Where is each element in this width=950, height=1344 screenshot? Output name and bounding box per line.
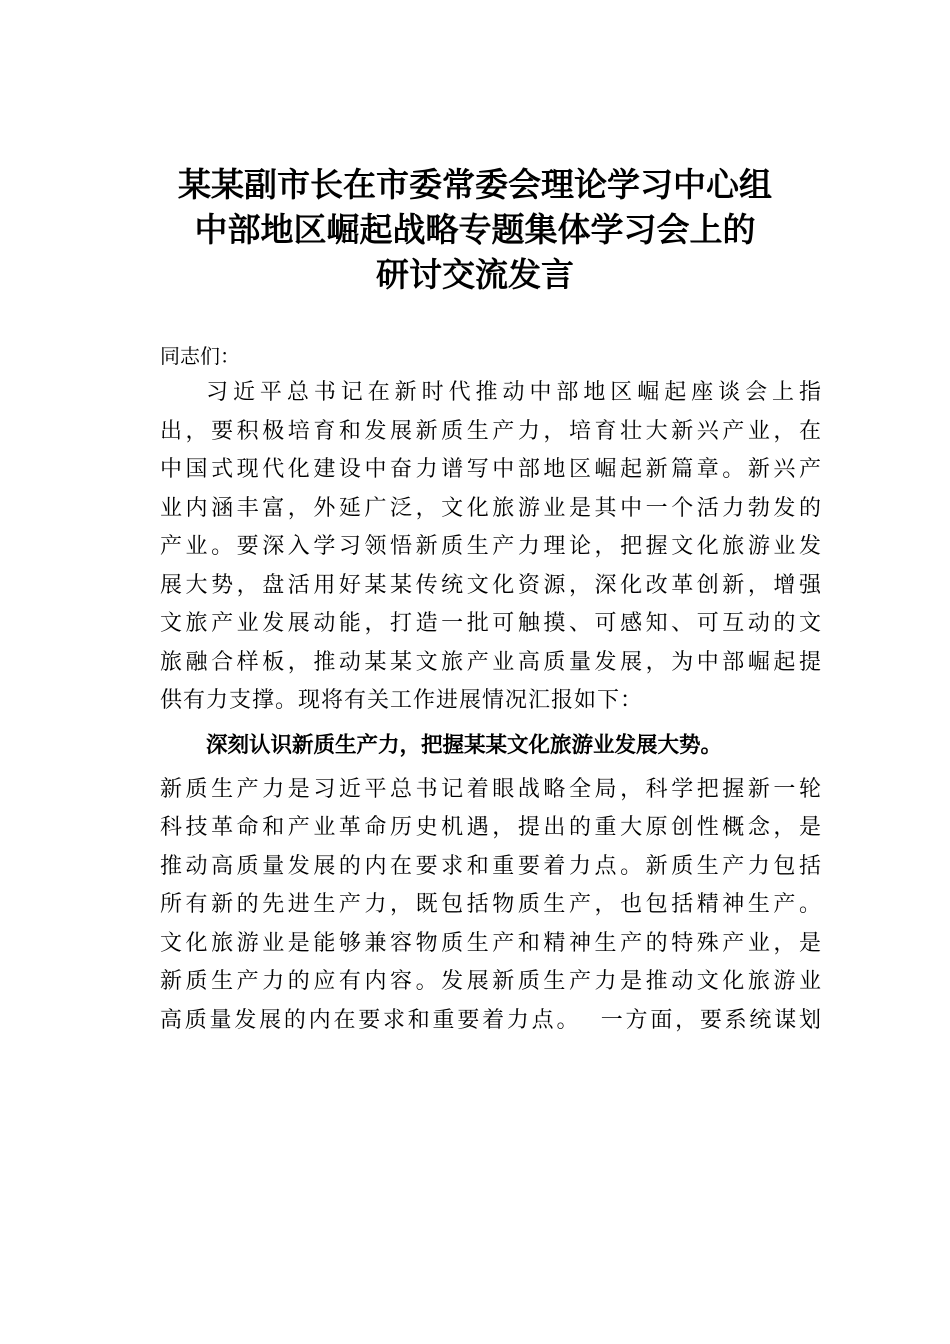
paragraph-line: 新质生产力的应有内容。发展新质生产力是推动文化旅游业 xyxy=(160,969,822,994)
paragraph-line: 供有力支撑。现将有关工作进展情况汇报如下： xyxy=(160,688,644,713)
paragraph-line: 推动高质量发展的内在要求和重要着力点。新质生产力包括 xyxy=(160,853,822,879)
paragraph-line: 新质生产力是习近平总书记着眼战略全局，科学把握新一轮 xyxy=(160,776,822,802)
paragraph-intro xyxy=(160,374,822,721)
paragraph-section-one xyxy=(160,771,822,1041)
title-line-3: 研讨交流发言 xyxy=(376,255,574,294)
paragraph-line: 产业。要深入学习领悟新质生产力理论，把握文化旅游业发 xyxy=(160,534,822,559)
paragraph-line: 文旅产业发展动能，打造一批可触摸、可感知、可互动的文 xyxy=(160,611,822,636)
title-line-1: 某某副市长在市委常委会理论学习中心组 xyxy=(178,165,772,204)
paragraph-line: 高质量发展的内在要求和重要着力点。 一方面，要系统谋划 xyxy=(160,1007,822,1033)
paragraph-line: 习近平总书记在新时代推动中部地区崛起座谈会上指 xyxy=(206,380,822,405)
document-title xyxy=(100,162,850,297)
paragraph-line: 业内涵丰富，外延广泛，文化旅游业是其中一个活力勃发的 xyxy=(160,495,822,521)
paragraph-line: 所有新的先进生产力，既包括物质生产，也包括精神生产。 xyxy=(160,892,822,917)
document-body xyxy=(160,338,822,1040)
paragraph-line: 展大势，盘活用好某某传统文化资源，深化改革创新，增强 xyxy=(160,572,822,598)
section-heading: 深刻认识新质生产力，把握某某文化旅游业发展大势。 xyxy=(206,732,723,758)
paragraph-line: 文化旅游业是能够兼容物质生产和精神生产的特殊产业，是 xyxy=(160,930,822,956)
paragraph-line: 旅融合样板，推动某某文旅产业高质量发展，为中部崛起提 xyxy=(160,649,822,675)
salutation: 同志们： xyxy=(160,344,240,368)
paragraph-line: 科技革命和产业革命历史机遇，提出的重大原创性概念，是 xyxy=(160,815,822,840)
paragraph-line: 中国式现代化建设中奋力谱写中部地区崛起新篇章。新兴产 xyxy=(160,457,822,482)
title-line-2: 中部地区崛起战略专题集体学习会上的 xyxy=(194,210,756,249)
paragraph-line: 出，要积极培育和发展新质生产力，培育壮大新兴产业，在 xyxy=(160,418,822,444)
